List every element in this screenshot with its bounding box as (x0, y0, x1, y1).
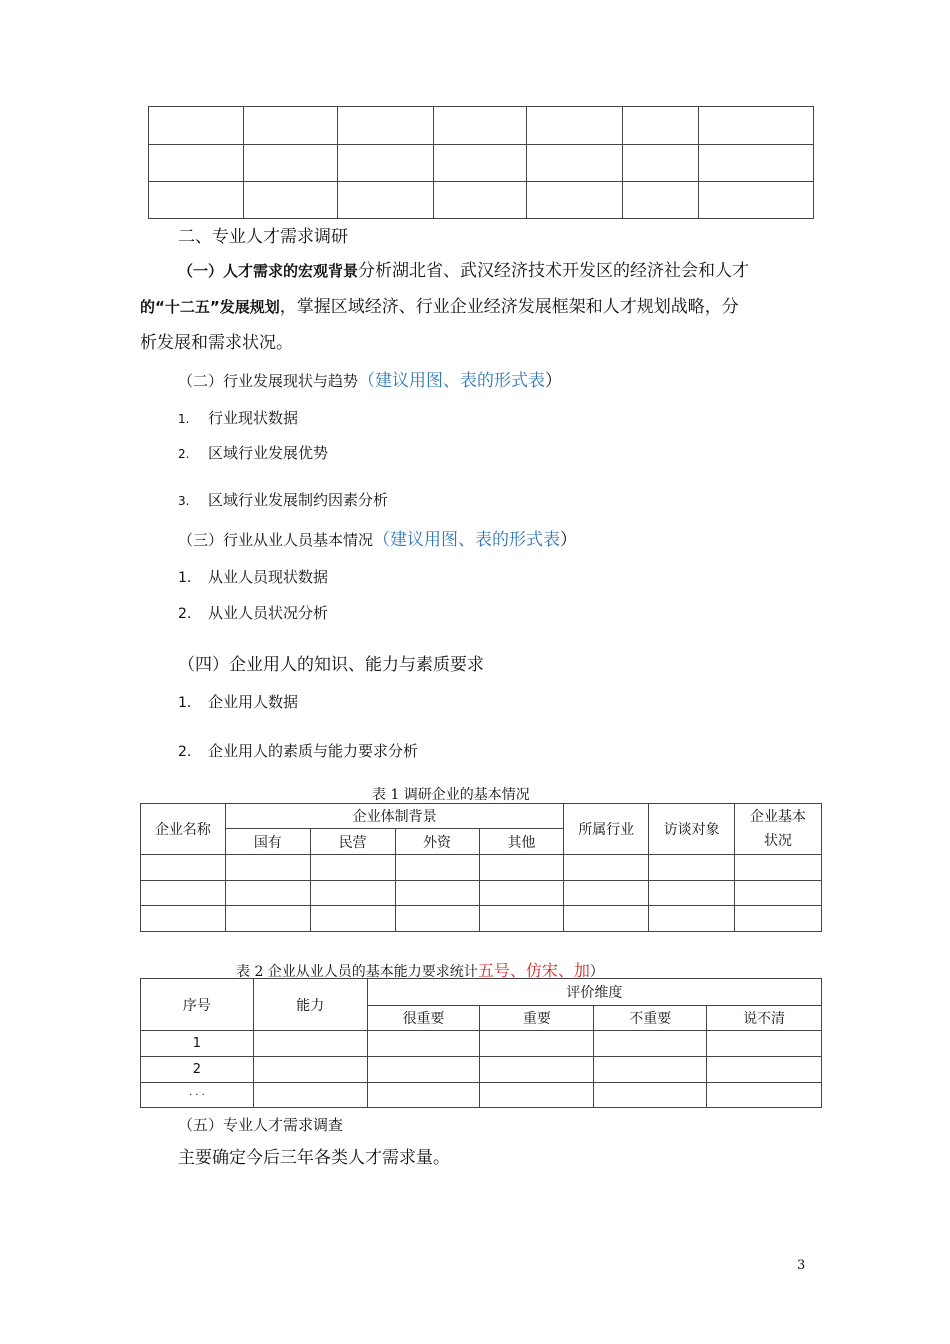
header-important: 重要 (480, 1006, 594, 1031)
row-number: 2 (141, 1057, 254, 1083)
header-interviewee: 访谈对象 (649, 804, 735, 855)
sub1-label: （一）人才需求的宏观背景 (178, 262, 359, 280)
page-number: 3 (797, 1258, 806, 1273)
row-ellipsis: · · · (141, 1083, 254, 1108)
table2-caption: 表 2 企业从业人员的基本能力要求统计五号、仿宋、加） (236, 961, 604, 980)
sub5-text: 主要确定今后三年各类人才需求量。 (178, 1148, 450, 1168)
list-item: 2. 区域行业发展优势 (178, 444, 329, 462)
header-private: 民营 (310, 829, 395, 855)
paragraph-line2 (140, 292, 739, 317)
table-row (141, 855, 822, 881)
header-evaluation-dimensions: 评价维度 (367, 979, 821, 1006)
header-enterprise-name: 企业名称 (141, 804, 226, 855)
header-serial-number: 序号 (141, 979, 254, 1031)
table-row (141, 1031, 822, 1057)
table-row (141, 906, 822, 932)
continued-table (148, 106, 814, 219)
sub2-heading (178, 366, 562, 391)
paragraph-line3: 析发展和需求状况。 (140, 333, 293, 353)
sub1-text-line1: 分析湖北省、武汉经济技术开发区的经济社会和人才 (358, 261, 750, 281)
list-item: 2. 企业用人的素质与能力要求分析 (178, 742, 419, 760)
paragraph-macro-background (178, 256, 749, 281)
header-system-background: 企业体制背景 (225, 804, 564, 829)
row-number: 1 (141, 1031, 254, 1057)
sub5-heading: （五）专业人才需求调查 (178, 1116, 344, 1134)
header-unclear: 说不清 (707, 1006, 822, 1031)
caption-format-note: 五号、仿宋、加 (477, 961, 590, 980)
list-item: 1. 从业人员现状数据 (178, 568, 329, 586)
table1-caption: 表 1 调研企业的基本情况 (372, 787, 530, 803)
list-item: 1. 企业用人数据 (178, 693, 299, 711)
header-industry: 所属行业 (564, 804, 649, 855)
sub4-heading: （四）企业用人的知识、能力与素质要求 (178, 655, 484, 675)
table-row (141, 1083, 822, 1108)
header-ability: 能力 (253, 979, 367, 1031)
header-state-owned: 国有 (225, 829, 310, 855)
table-ability-requirements (140, 978, 822, 1108)
sub3-close: ） (560, 530, 578, 550)
sub2-note: （建议用图、表的形式表 (358, 371, 546, 391)
header-enterprise-status: 企业基本 状况 (735, 804, 822, 855)
sub2-close: ） (545, 371, 563, 391)
table-row (141, 881, 822, 906)
sub3-label: （三）行业从业人员基本情况 (178, 531, 374, 549)
header-not-important: 不重要 (594, 1006, 707, 1031)
table-enterprise-basic-info (140, 803, 822, 932)
header-very-important: 很重要 (367, 1006, 480, 1031)
list-item: 2. 从业人员状况分析 (178, 604, 329, 622)
header-other: 其他 (479, 829, 564, 855)
section-heading: 二、专业人才需求调研 (178, 227, 348, 247)
sub3-heading (178, 525, 577, 550)
list-item: 1. 行业现状数据 (178, 409, 299, 427)
table-row (141, 1057, 822, 1083)
sub2-label: （二）行业发展现状与趋势 (178, 372, 359, 390)
header-foreign: 外资 (395, 829, 479, 855)
sub1-line2-bold: 的“十二五”发展规划 (140, 298, 280, 316)
sub3-note: （建议用图、表的形式表 (373, 530, 561, 550)
list-item: 3. 区域行业发展制约因素分析 (178, 491, 389, 509)
sub1-line2-text: ，掌握区域经济、行业企业经济发展框架和人才规划战略，分 (279, 297, 739, 317)
